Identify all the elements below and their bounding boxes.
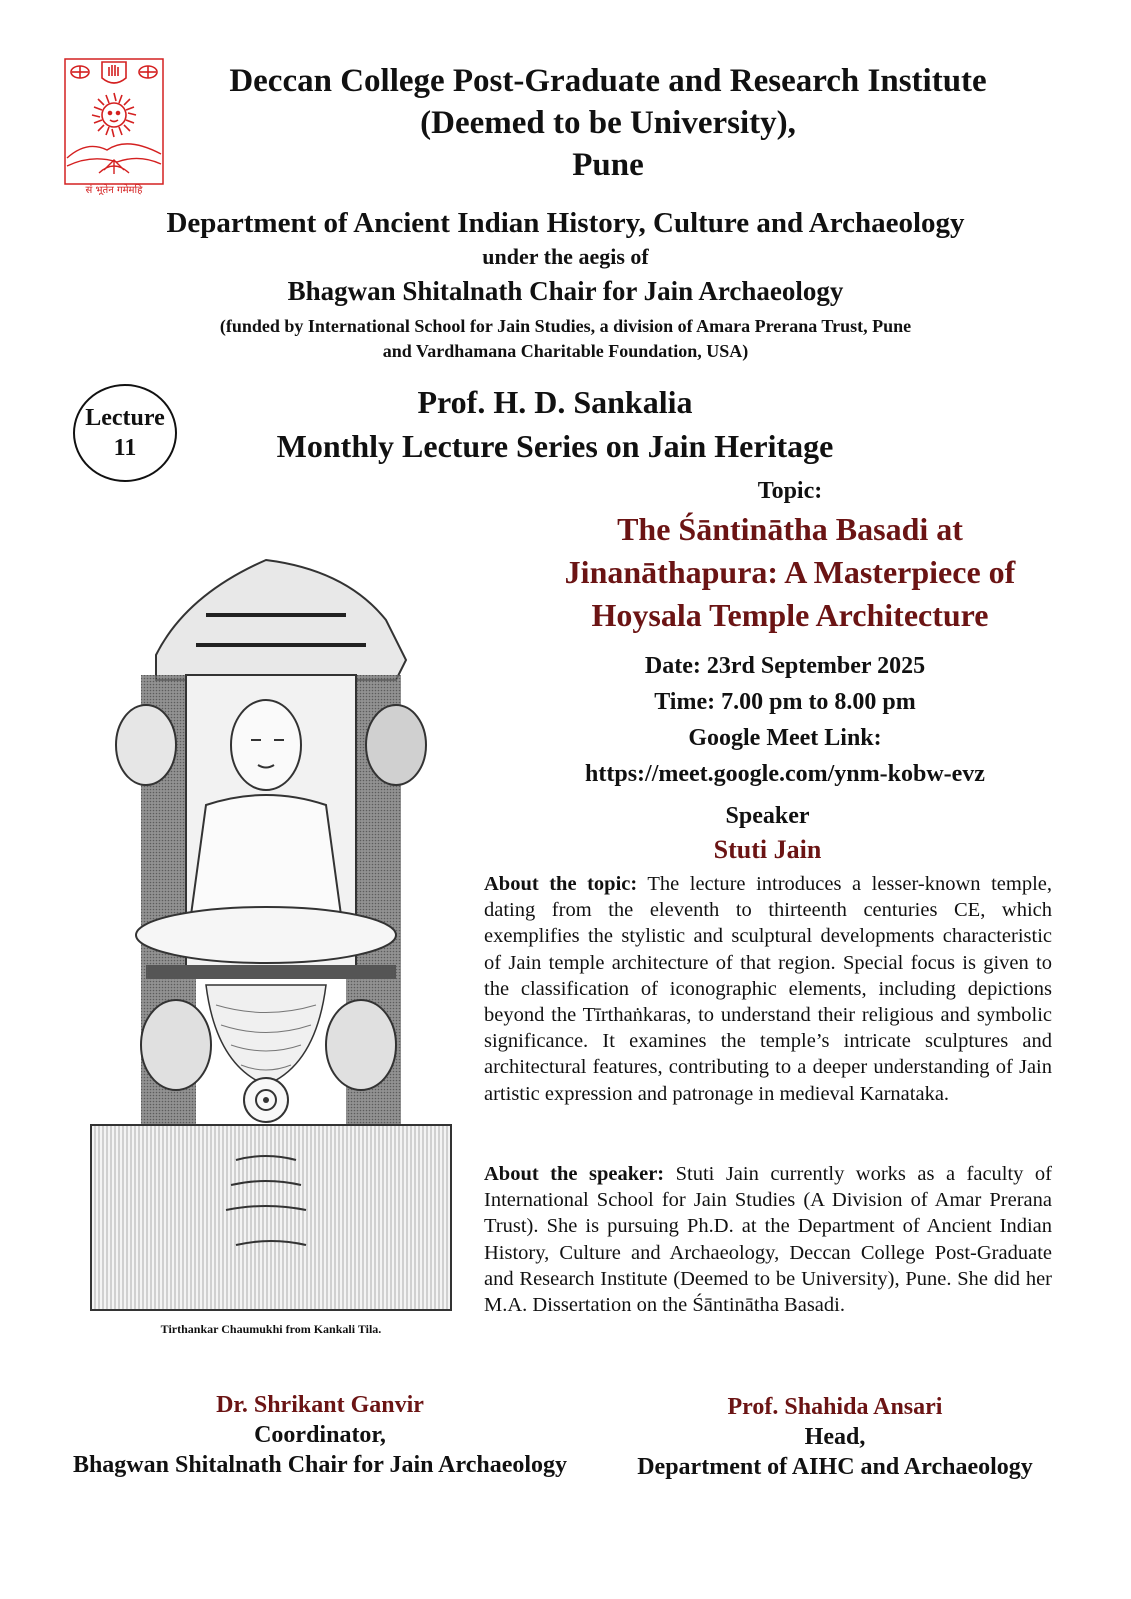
- topic-label: Topic:: [757, 478, 823, 504]
- lecture-label: Lecture: [85, 405, 165, 431]
- about-speaker-text: Stuti Jain currently works as a faculty of International School for Jain Studies (A Division of Amar Prerana Trust). She is pursuing Ph.D. at the Department of Ancient Indian History, Culture and Archaeology, Deccan College Post-Graduate and Research Institute (Deemed to be University), Pune. She did her M.A. Dissertation on the Śāntinātha Basadi.: [484, 1163, 1052, 1317]
- institute-name: Deccan College Post-Graduate and Research Institute: [229, 63, 987, 99]
- signatory-name: Dr. Shrikant Ganvir: [216, 1392, 424, 1418]
- speaker-label: Speaker: [725, 803, 810, 829]
- signatory-org: Department of AIHC and Archaeology: [637, 1454, 1033, 1480]
- lecture-number: 11: [113, 435, 137, 461]
- series-honoree: Prof. H. D. Sankalia: [417, 384, 693, 420]
- institute-logo: [64, 58, 164, 195]
- about-speaker-paragraph: [484, 1161, 1052, 1318]
- lecture-series-title: [200, 380, 910, 468]
- topic-line-1: The Śāntinātha Basadi at: [617, 511, 963, 547]
- institute-status: (Deemed to be University),: [420, 105, 796, 141]
- lecture-number-badge: [73, 384, 177, 482]
- signatory-coordinator: [40, 1390, 600, 1480]
- speaker-name: Stuti Jain: [713, 835, 822, 864]
- hills-icon: [67, 144, 161, 174]
- tirthankar-sculpture-image: [86, 545, 456, 1315]
- event-time: Time: 7.00 pm to 8.00 pm: [654, 689, 916, 715]
- event-details: [505, 648, 1065, 792]
- event-date: Date: 23rd September 2025: [644, 653, 926, 679]
- lecture-topic-title: [505, 508, 1075, 637]
- signatory-head: [600, 1392, 1070, 1482]
- meet-link-label: Google Meet Link:: [688, 725, 882, 751]
- chair-name: Bhagwan Shitalnath Chair for Jain Archaeology: [287, 276, 844, 306]
- hand-shield-icon: [102, 62, 126, 83]
- figure-caption: Tirthankar Chaumukhi from Kankali Tila.: [160, 1322, 382, 1336]
- about-topic-paragraph: [484, 871, 1052, 1107]
- about-topic-heading: About the topic:: [484, 873, 638, 895]
- about-speaker-heading: About the speaker:: [484, 1163, 665, 1185]
- signatory-role: Head,: [804, 1424, 866, 1450]
- lotus-icon: [139, 66, 157, 78]
- funding-note: [80, 314, 1051, 364]
- department-name: Department of Ancient Indian History, Culture and Archaeology: [166, 207, 965, 239]
- funding-line-1: (funded by International School for Jain Studies, a division of Amara Prerana Trust, Pune: [219, 316, 912, 336]
- institute-city: Pune: [572, 147, 644, 183]
- about-topic-text: The lecture introduces a lesser-known temple, dating from the eleventh to thirteenth centuries CE, which exemplifies the stylistic and sculptural developments characteristic of Jain temple architecture of that region. Special focus is given to the classification of iconographic elements, including depictions beyond the Tīrthaṅkaras, to understand their religious and symbolic significance. It examines the temple’s intricate sculptures and architectural features, contributing to a deeper understanding of Jain artistic expression and patronage in medieval Karnataka.: [484, 873, 1052, 1105]
- aegis-text: under the aegis of: [482, 244, 649, 269]
- signatory-role: Coordinator,: [254, 1422, 386, 1448]
- topic-line-2: Jinanāthapura: A Masterpiece of: [564, 554, 1016, 590]
- topic-line-3: Hoysala Temple Architecture: [591, 597, 989, 633]
- lotus-icon: [71, 66, 89, 78]
- institute-title: [168, 60, 1048, 186]
- logo-motto: सं भूतेन गमेमहि: [85, 185, 143, 195]
- sun-icon: [92, 93, 136, 137]
- signatory-name: Prof. Shahida Ansari: [727, 1394, 943, 1420]
- signatory-org: Bhagwan Shitalnath Chair for Jain Archaeology: [72, 1452, 568, 1478]
- series-name: Monthly Lecture Series on Jain Heritage: [276, 428, 834, 464]
- meet-link[interactable]: https://meet.google.com/ynm-kobw-evz: [585, 761, 985, 787]
- funding-line-2: and Vardhamana Charitable Foundation, USA): [382, 341, 749, 361]
